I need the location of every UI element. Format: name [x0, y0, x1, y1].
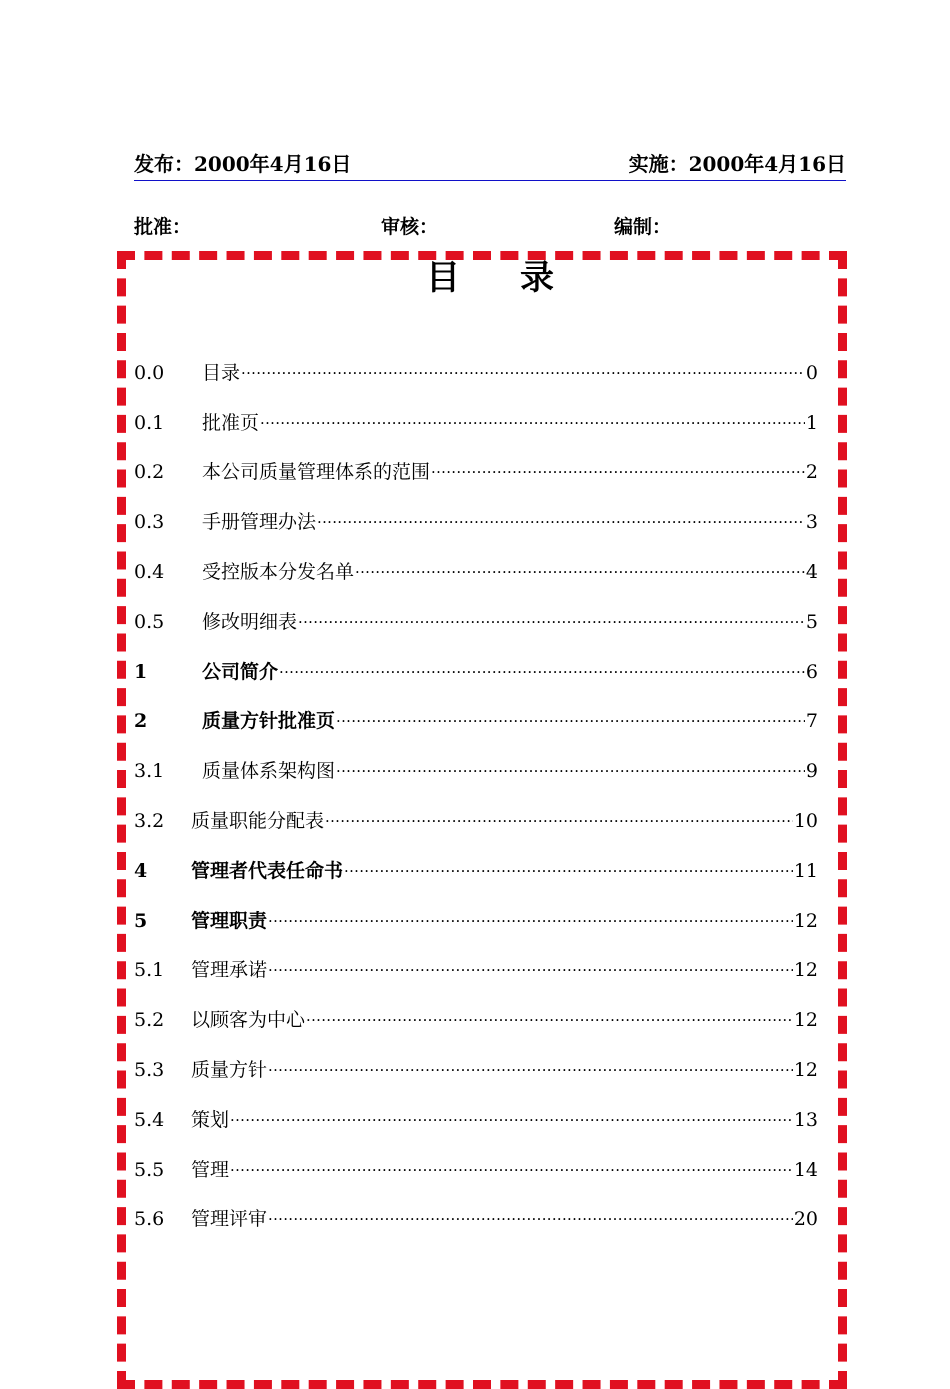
toc-entry-number: 0.5 — [134, 610, 165, 633]
toc-entry-page: 10 — [793, 810, 818, 833]
toc-entry-number: 5.4 — [134, 1108, 165, 1131]
toc-entry[interactable] — [134, 1045, 818, 1095]
release-date-line — [134, 150, 351, 178]
toc-entry[interactable] — [134, 746, 818, 796]
toc-entry-page: 12 — [793, 909, 818, 932]
toc-leader-dots — [241, 358, 805, 388]
toc-leader-dots — [431, 457, 805, 487]
toc-entry-label: 批准页 — [202, 411, 260, 434]
toc-leader-dots — [230, 1155, 793, 1185]
toc-entry-number: 5 — [134, 909, 148, 932]
toc-entry[interactable] — [134, 448, 818, 498]
toc-entry[interactable] — [134, 348, 818, 398]
toc-entry[interactable] — [134, 1095, 818, 1145]
toc-entry-label: 策划 — [191, 1108, 230, 1131]
toc-leader-dots — [325, 806, 793, 836]
release-label: 发布： — [134, 152, 194, 176]
implement-label: 实施： — [628, 152, 689, 176]
toc-entry-number: 3.1 — [134, 760, 165, 783]
toc-entry-label: 手册管理办法 — [202, 511, 317, 534]
toc-entry-label: 质量方针批准页 — [202, 710, 336, 733]
toc-entry-label: 质量体系架构图 — [202, 760, 336, 783]
toc-entry-number: 0.4 — [134, 561, 165, 584]
toc-entry-label: 修改明细表 — [202, 610, 298, 633]
toc-entry-number: 0.3 — [134, 511, 165, 534]
toc-entry-number: 3.2 — [134, 810, 165, 833]
toc-entry-number: 2 — [134, 710, 148, 733]
toc-entry[interactable] — [134, 597, 818, 647]
document-header — [134, 150, 846, 181]
toc-leader-dots — [336, 706, 805, 736]
toc-entry[interactable] — [134, 846, 818, 896]
toc-leader-dots — [279, 657, 805, 687]
toc-entry-label: 管理评审 — [191, 1208, 268, 1231]
toc-entry[interactable] — [134, 497, 818, 547]
toc-entry-page: 9 — [805, 760, 818, 783]
toc-entry-page: 2 — [805, 461, 818, 484]
toc-entry-page: 12 — [793, 959, 818, 982]
toc-entry[interactable] — [134, 547, 818, 597]
toc-leader-dots — [230, 1105, 793, 1135]
toc-leader-dots — [336, 756, 805, 786]
toc-entry[interactable] — [134, 946, 818, 996]
toc-entry-page: 12 — [793, 1059, 818, 1082]
toc-leader-dots — [268, 906, 793, 936]
toc-entry-number: 1 — [134, 660, 148, 683]
toc-entry-number: 5.6 — [134, 1208, 165, 1231]
toc-entry-label: 公司简介 — [202, 660, 279, 683]
compile-label: 编制： — [614, 216, 672, 238]
toc-entry-page: 1 — [805, 411, 818, 434]
toc-entry-label: 目录 — [202, 361, 241, 384]
toc-entry-label: 受控版本分发名单 — [202, 561, 355, 584]
approve-label: 批准： — [134, 216, 192, 238]
toc-entry-label: 以顾客为中心 — [191, 1009, 306, 1032]
toc-leader-dots — [355, 557, 805, 587]
toc-entry[interactable] — [134, 1195, 818, 1245]
toc-leader-dots — [306, 1005, 793, 1035]
toc-entry-page: 5 — [805, 610, 818, 633]
toc-entry-label: 管理承诺 — [191, 959, 268, 982]
toc-entry-page: 11 — [793, 859, 818, 882]
toc-entry-number: 5.1 — [134, 959, 165, 982]
toc-entry-number: 0.2 — [134, 461, 165, 484]
toc-entry-label: 管理者代表任命书 — [191, 859, 344, 882]
implement-date: 2000年4月16日 — [688, 152, 846, 176]
toc-entry-page: 4 — [805, 561, 818, 584]
toc-entry-label: 质量职能分配表 — [191, 810, 325, 833]
toc-entry-page: 14 — [793, 1158, 818, 1181]
toc-entry-label: 管理 — [191, 1158, 230, 1181]
toc-leader-dots — [268, 1204, 793, 1234]
toc-entry[interactable] — [134, 398, 818, 448]
toc-entry[interactable] — [134, 647, 818, 697]
toc-entry-label: 管理职责 — [191, 909, 268, 932]
review-label: 审核： — [381, 216, 439, 238]
release-date: 2000年4月16日 — [194, 152, 352, 176]
implement-date-line — [629, 150, 846, 178]
toc-entry[interactable] — [134, 697, 818, 747]
toc-entry-number: 5.5 — [134, 1158, 165, 1181]
toc-entry-number: 4 — [134, 859, 148, 882]
toc-entry[interactable] — [134, 1145, 818, 1195]
toc-entry[interactable] — [134, 995, 818, 1045]
toc-leader-dots — [268, 1055, 793, 1085]
toc-entry-number: 5.2 — [134, 1009, 165, 1032]
toc-entry-page: 12 — [793, 1009, 818, 1032]
toc-entry-page: 6 — [805, 660, 818, 683]
toc-leader-dots — [317, 507, 805, 537]
toc-entry-number: 0.0 — [134, 361, 165, 384]
toc-leader-dots — [344, 856, 793, 886]
toc-leader-dots — [298, 607, 805, 637]
toc-entry[interactable] — [134, 796, 818, 846]
toc-entry-page: 0 — [805, 361, 818, 384]
toc-entry-page: 13 — [793, 1108, 818, 1131]
toc-leader-dots — [260, 408, 805, 438]
toc-entry-number: 0.1 — [134, 411, 165, 434]
toc-entry-number: 5.3 — [134, 1059, 165, 1082]
toc-leader-dots — [268, 955, 793, 985]
toc-entry-page: 7 — [805, 710, 818, 733]
toc-title: 目录 — [426, 258, 614, 298]
toc-entry-label: 本公司质量管理体系的范围 — [202, 461, 431, 484]
toc-entry-page: 20 — [793, 1208, 818, 1231]
toc-entry[interactable] — [134, 896, 818, 946]
toc-entry-label: 质量方针 — [191, 1059, 268, 1082]
toc-entry-page: 3 — [805, 511, 818, 534]
table-of-contents — [134, 348, 818, 1244]
